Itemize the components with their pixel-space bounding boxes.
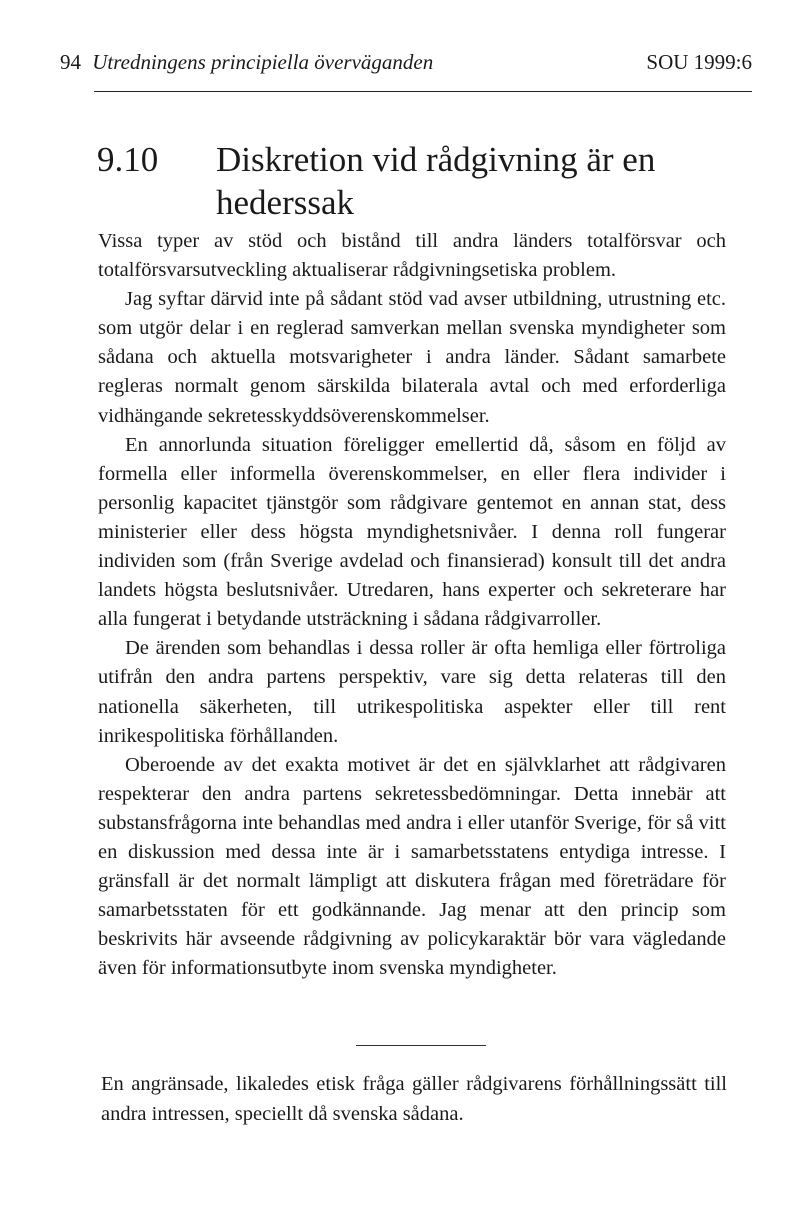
paragraph: Vissa typer av stöd och bistånd till andra länders totalförsvar och totalförsvarsutveckling aktualiserar rådgivningsetiska problem. — [98, 230, 726, 282]
paragraph: En annorlunda situation föreligger emellertid då, såsom en följd av formella eller informella överenskommelser, en eller flera individer i personlig kapacitet tjänstgör som rådgivare gentemot en annan stat, dess ministerier eller dess högsta myndighetsnivåer. I denna roll fungerar individen som (från Sverige avdelad och finansierad) konsult till det andra landets högsta beslutsnivåer. Utredaren, hans experter och sekreterare har alla fungerat i betydande utsträckning i sådana rådgivarroller. — [98, 433, 726, 631]
paragraph: Jag syftar därvid inte på sådant stöd vad avser utbildning, utrustning etc. som utgör delar i en reglerad samverkan mellan svenska myndigheter som sådana och aktuella motsvarigheter i andra länder. Sådant samarbete regleras normalt genom särskilda bilaterala avtal och med erforderliga vidhängande sekretesskyddsöverenskommelser. — [98, 288, 726, 427]
page-number: 94 — [60, 50, 81, 74]
footnote — [101, 1070, 727, 1129]
running-head — [60, 50, 752, 75]
section-number: 9.10 — [97, 140, 159, 179]
chapter-title: Utredningens principiella överväganden — [92, 50, 434, 74]
paragraph: De ärenden som behandlas i dessa roller är ofta hemliga eller förtroliga utifrån den andra partens perspektiv, vare sig detta relateras till den nationella säkerheten, till utrikespolitiska aspekter eller till rent inrikespolitiska förhållanden. — [98, 637, 726, 747]
section-title: Diskretion vid rådgivning är en hederssak — [216, 140, 656, 222]
footnote-divider — [356, 1045, 486, 1046]
paragraph: Oberoende av det exakta motivet är det en självklarhet att rådgivaren respekterar den andra partens sekretessbedömningar. Detta innebär att substansfrågorna inte behandlas med andra i eller utanför Sverige, för så vitt en diskussion med dessa inte är i samarbetsstatens entydiga intresse. I gränsfall är det normalt lämpligt att diskutera frågan med företrädare för samarbetsstaten för ett godkännande. Jag menar att den princip som beskrivits här avseende rådgivning av policykaraktär bör vara vägledande även för informationsutbyte inom svenska myndigheter. — [98, 753, 726, 980]
running-head-left — [60, 50, 433, 75]
footnote-text: En angränsade, likaledes etisk fråga gäller rådgivarens förhållningssätt till andra intressen, speciellt då svenska sådana. — [101, 1073, 727, 1125]
header-rule — [94, 91, 752, 92]
report-id: SOU 1999:6 — [646, 50, 752, 74]
body-text — [98, 227, 726, 983]
